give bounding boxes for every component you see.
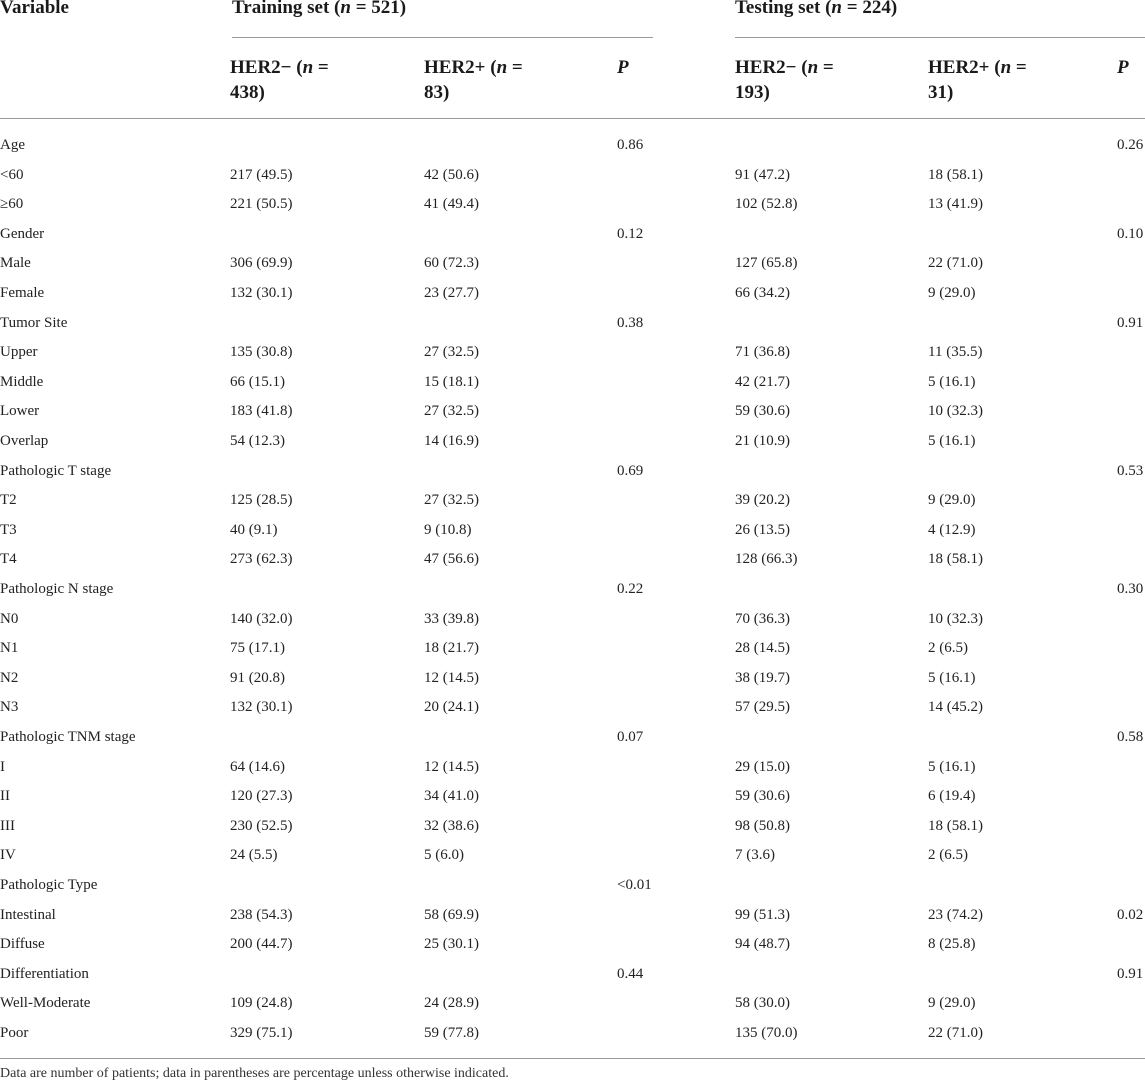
table-row <box>0 575 1145 605</box>
table-row <box>0 486 1145 516</box>
cell-variable: Poor <box>0 1025 29 1041</box>
cell-test-her2-neg: 99 (51.3) <box>735 906 790 923</box>
cell-test-her2-neg: 94 (48.7) <box>735 936 790 953</box>
training-group-rule <box>232 37 653 38</box>
table-row <box>0 989 1145 1019</box>
table-row <box>0 397 1145 427</box>
cell-train-her2-neg: 64 (14.6) <box>230 758 285 775</box>
cell-variable: N2 <box>0 669 19 686</box>
cell-test-her2-pos: 6 (19.4) <box>928 788 976 805</box>
cell-train-her2-neg: 125 (28.5) <box>230 492 293 509</box>
cell-train-p: 0.69 <box>617 462 644 479</box>
table-row <box>0 338 1145 368</box>
cell-test-her2-neg: 57 (29.5) <box>735 699 790 716</box>
cell-test-her2-neg: 59 (30.6) <box>735 403 790 420</box>
cell-train-her2-pos: 20 (24.1) <box>424 699 479 716</box>
table-row <box>0 516 1145 546</box>
cell-test-her2-pos: 22 (71.0) <box>928 1025 983 1041</box>
table-row <box>0 812 1145 842</box>
cell-variable: N1 <box>0 640 19 657</box>
table-row <box>0 457 1145 487</box>
cell-variable: Overlap <box>0 433 49 449</box>
cell-variable: Lower <box>0 403 40 420</box>
cell-test-her2-pos: 10 (32.3) <box>928 610 983 627</box>
cell-test-her2-neg: 71 (36.8) <box>735 344 790 361</box>
cell-variable: Pathologic Type <box>0 877 98 893</box>
table-row <box>0 309 1145 339</box>
cell-train-her2-pos: 59 (77.8) <box>424 1025 479 1041</box>
cell-train-her2-pos: 32 (38.6) <box>424 817 479 834</box>
header-train-her2-neg: HER2− (n = 438) <box>230 57 329 103</box>
cell-train-her2-pos: 23 (27.7) <box>424 285 479 301</box>
table-row <box>0 871 1145 901</box>
cell-test-her2-neg: 66 (34.2) <box>735 285 790 301</box>
table-row <box>0 930 1145 960</box>
cell-train-her2-neg: 91 (20.8) <box>230 669 285 686</box>
table-row <box>0 368 1145 398</box>
table-row <box>0 841 1145 871</box>
cell-train-her2-pos: 18 (21.7) <box>424 640 479 657</box>
cell-train-her2-neg: 24 (5.5) <box>230 847 278 864</box>
table-row <box>0 161 1145 191</box>
cell-test-p: 0.58 <box>1117 729 1144 745</box>
cell-variable: Differentiation <box>0 965 89 982</box>
cell-test-her2-neg: 127 (65.8) <box>735 255 798 272</box>
cell-test-her2-pos: 4 (12.9) <box>928 521 976 538</box>
cell-test-her2-pos: 13 (41.9) <box>928 196 983 213</box>
cell-variable: II <box>0 788 10 805</box>
cell-train-her2-pos: 27 (32.5) <box>424 344 479 361</box>
cell-train-her2-pos: 34 (41.0) <box>424 788 479 805</box>
cell-variable: ≥60 <box>0 196 24 213</box>
cell-test-p: 0.91 <box>1117 314 1144 331</box>
table-row <box>0 723 1145 753</box>
cell-train-her2-neg: 183 (41.8) <box>230 403 293 420</box>
table-row <box>0 782 1145 812</box>
table-row <box>0 190 1145 220</box>
cell-train-her2-neg: 66 (15.1) <box>230 373 285 390</box>
testing-group-rule <box>735 37 1145 38</box>
header-train-her2-pos: HER2+ (n = 83) <box>424 57 523 103</box>
cell-variable: Pathologic T stage <box>0 462 112 479</box>
cell-variable: Intestinal <box>0 906 56 923</box>
cell-variable: Tumor Site <box>0 314 68 331</box>
cell-test-her2-pos: 2 (6.5) <box>928 640 968 657</box>
cell-test-her2-neg: 91 (47.2) <box>735 166 790 183</box>
cell-train-her2-pos: 60 (72.3) <box>424 255 479 272</box>
table-row <box>0 249 1145 279</box>
cell-test-her2-neg: 70 (36.3) <box>735 610 790 627</box>
cell-train-p: 0.86 <box>617 137 644 153</box>
table-row <box>0 664 1145 694</box>
cell-variable: T2 <box>0 492 17 509</box>
cell-test-her2-neg: 58 (30.0) <box>735 995 790 1012</box>
cell-test-her2-neg: 98 (50.8) <box>735 817 790 834</box>
cell-test-her2-pos: 22 (71.0) <box>928 255 983 272</box>
cell-variable: N0 <box>0 610 19 627</box>
cell-test-her2-pos: 11 (35.5) <box>928 344 983 361</box>
cell-train-her2-pos: 25 (30.1) <box>424 936 479 953</box>
cell-test-p: 0.30 <box>1117 581 1144 597</box>
header-testing-set: Testing set (n = 224) <box>735 0 898 18</box>
cell-variable: IV <box>0 847 16 864</box>
table-row <box>0 605 1145 635</box>
header-training-set: Training set (n = 521) <box>232 0 407 18</box>
cell-train-her2-neg: 221 (50.5) <box>230 196 293 213</box>
table-row <box>0 901 1145 931</box>
cell-train-her2-pos: 47 (56.6) <box>424 551 479 568</box>
cell-test-her2-pos: 5 (16.1) <box>928 669 976 686</box>
cell-test-p: 0.53 <box>1117 462 1144 479</box>
cell-train-her2-pos: 24 (28.9) <box>424 995 479 1012</box>
cell-train-her2-pos: 12 (14.5) <box>424 669 479 686</box>
cell-test-her2-neg: 38 (19.7) <box>735 669 790 686</box>
cell-variable: Gender <box>0 225 45 242</box>
cell-test-her2-pos: 5 (16.1) <box>928 758 976 775</box>
table-row <box>0 960 1145 990</box>
header-bottom-rule <box>0 118 1145 119</box>
cell-train-her2-pos: 58 (69.9) <box>424 906 479 923</box>
header-test-p: P <box>1117 57 1129 78</box>
cell-train-her2-neg: 132 (30.1) <box>230 285 293 301</box>
cell-variable: T4 <box>0 551 17 568</box>
cell-test-her2-pos: 8 (25.8) <box>928 936 976 953</box>
cell-test-her2-pos: 18 (58.1) <box>928 166 983 183</box>
cell-variable: Pathologic TNM stage <box>0 729 136 745</box>
table-row <box>0 545 1145 575</box>
cell-train-p: <0.01 <box>617 877 652 893</box>
cell-test-her2-pos: 5 (16.1) <box>928 433 976 449</box>
cell-train-her2-neg: 40 (9.1) <box>230 521 278 538</box>
cell-variable: I <box>0 758 5 775</box>
cell-train-p: 0.38 <box>617 314 644 331</box>
cell-variable: Well-Moderate <box>0 995 91 1012</box>
table-row <box>0 693 1145 723</box>
cell-train-her2-neg: 306 (69.9) <box>230 255 293 272</box>
cell-test-p: 0.26 <box>1117 137 1144 153</box>
table-row <box>0 279 1145 309</box>
cell-train-her2-pos: 33 (39.8) <box>424 610 479 627</box>
cell-test-her2-neg: 29 (15.0) <box>735 758 790 775</box>
cell-train-her2-pos: 15 (18.1) <box>424 373 479 390</box>
cell-test-her2-neg: 42 (21.7) <box>735 373 790 390</box>
cell-variable: Pathologic N stage <box>0 581 114 597</box>
cell-test-her2-pos: 18 (58.1) <box>928 817 983 834</box>
cell-test-her2-pos: 10 (32.3) <box>928 403 983 420</box>
header-train-p: P <box>617 57 629 78</box>
cell-train-her2-neg: 75 (17.1) <box>230 640 285 657</box>
cell-variable: <60 <box>0 166 24 183</box>
cell-train-her2-pos: 5 (6.0) <box>424 847 464 864</box>
cell-test-her2-neg: 102 (52.8) <box>735 196 798 213</box>
cell-train-her2-neg: 109 (24.8) <box>230 995 293 1012</box>
cell-train-her2-neg: 238 (54.3) <box>230 906 293 923</box>
cell-test-her2-neg: 59 (30.6) <box>735 788 790 805</box>
cell-test-her2-neg: 128 (66.3) <box>735 551 798 568</box>
cell-test-her2-neg: 7 (3.6) <box>735 847 775 864</box>
footnote: Data are number of patients; data in parentheses are percentage unless otherwise indicated. <box>0 1066 509 1081</box>
cell-train-her2-neg: 135 (30.8) <box>230 344 293 361</box>
table-row <box>0 427 1145 457</box>
cell-test-her2-pos: 5 (16.1) <box>928 373 976 390</box>
cell-train-her2-neg: 230 (52.5) <box>230 817 293 834</box>
cell-variable: Middle <box>0 373 44 390</box>
cell-test-her2-neg: 28 (14.5) <box>735 640 790 657</box>
cell-train-her2-pos: 27 (32.5) <box>424 403 479 420</box>
cell-test-p: 0.10 <box>1117 225 1144 242</box>
cell-variable: N3 <box>0 699 19 716</box>
header-test-her2-pos: HER2+ (n = 31) <box>928 57 1027 103</box>
cell-train-p: 0.44 <box>617 965 644 982</box>
cell-train-p: 0.22 <box>617 581 644 597</box>
cell-test-her2-pos: 9 (29.0) <box>928 492 976 509</box>
cell-test-her2-neg: 39 (20.2) <box>735 492 790 509</box>
cell-test-p: 0.02 <box>1117 906 1144 923</box>
cell-train-her2-neg: 140 (32.0) <box>230 610 293 627</box>
cell-variable: T3 <box>0 521 17 538</box>
cell-train-her2-pos: 41 (49.4) <box>424 196 479 213</box>
table-row <box>0 131 1145 161</box>
cell-variable: Female <box>0 285 45 301</box>
cell-train-her2-neg: 217 (49.5) <box>230 166 293 183</box>
cell-train-her2-neg: 54 (12.3) <box>230 433 285 449</box>
cell-variable: III <box>0 817 15 834</box>
cell-test-her2-pos: 23 (74.2) <box>928 906 983 923</box>
table-row <box>0 1019 1145 1049</box>
cell-train-her2-neg: 273 (62.3) <box>230 551 293 568</box>
cell-train-her2-pos: 9 (10.8) <box>424 521 472 538</box>
header-variable: Variable <box>0 0 69 18</box>
table-row <box>0 220 1145 250</box>
cell-train-her2-neg: 329 (75.1) <box>230 1025 293 1041</box>
cell-train-her2-pos: 42 (50.6) <box>424 166 479 183</box>
cell-test-her2-pos: 9 (29.0) <box>928 285 976 301</box>
cell-train-p: 0.12 <box>617 225 644 242</box>
cell-train-her2-neg: 120 (27.3) <box>230 788 293 805</box>
cell-test-her2-pos: 9 (29.0) <box>928 995 976 1012</box>
cell-train-her2-neg: 200 (44.7) <box>230 936 293 953</box>
cell-variable: Age <box>0 137 25 153</box>
cell-test-p: 0.91 <box>1117 965 1144 982</box>
cell-test-her2-pos: 2 (6.5) <box>928 847 968 864</box>
table-bottom-rule <box>0 1058 1145 1059</box>
cell-train-p: 0.07 <box>617 729 644 745</box>
cell-test-her2-neg: 21 (10.9) <box>735 433 790 449</box>
table-row <box>0 753 1145 783</box>
cell-test-her2-pos: 18 (58.1) <box>928 551 983 568</box>
cell-test-her2-neg: 135 (70.0) <box>735 1025 798 1041</box>
cell-train-her2-pos: 12 (14.5) <box>424 758 479 775</box>
table-row <box>0 634 1145 664</box>
cell-test-her2-pos: 14 (45.2) <box>928 699 983 716</box>
cell-variable: Upper <box>0 344 38 361</box>
cell-train-her2-neg: 132 (30.1) <box>230 699 293 716</box>
header-test-her2-neg: HER2− (n = 193) <box>735 57 834 103</box>
cell-train-her2-pos: 14 (16.9) <box>424 433 479 449</box>
cell-variable: Diffuse <box>0 936 45 953</box>
cell-variable: Male <box>0 255 31 272</box>
cell-test-her2-neg: 26 (13.5) <box>735 521 790 538</box>
cell-train-her2-pos: 27 (32.5) <box>424 492 479 509</box>
